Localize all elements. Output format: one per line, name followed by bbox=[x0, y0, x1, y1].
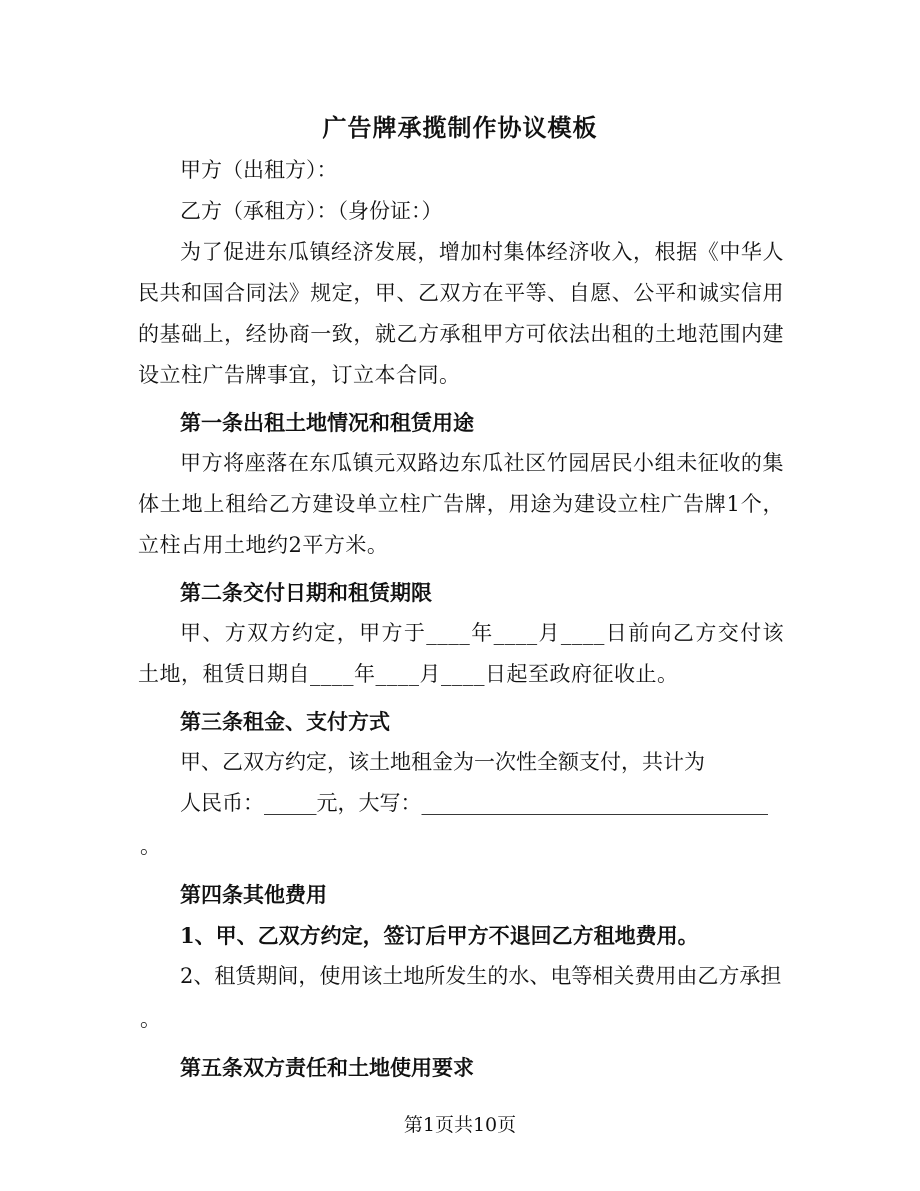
intro-paragraph: 为了促进东瓜镇经济发展，增加村集体经济收入，根据《中华人民共和国合同法》规定，甲、乙双方在平等、自愿、公平和诚实信用的基础上，经协商一致，就乙方承租甲方可依法出租的土地范围内建设立柱广告牌事宜，订立本合同。 bbox=[138, 240, 784, 387]
article-2-body: 甲、方双方约定，甲方于____年____月____日前向乙方交付该土地，租赁日期自____年____月____日起至政府征收止。 bbox=[138, 621, 784, 686]
article-1-heading: 第一条出租土地情况和租赁用途 bbox=[180, 410, 474, 435]
document-body bbox=[138, 150, 784, 1088]
article-3-heading: 第三条租金、支付方式 bbox=[180, 709, 390, 734]
article-2-heading: 第二条交付日期和租赁期限 bbox=[180, 580, 432, 605]
article-3-amount: 人民币：_____元，大写：_________________________________ bbox=[180, 791, 768, 815]
document-title: 广告牌承揽制作协议模板 bbox=[322, 113, 598, 142]
article-4-period: 。 bbox=[140, 1007, 161, 1031]
article-3-period: 。 bbox=[140, 834, 161, 858]
party-a-line: 甲方（出租方）： bbox=[180, 158, 338, 182]
page-number: 第1页共10页 bbox=[403, 1114, 517, 1136]
article-5-heading: 第五条双方责任和土地使用要求 bbox=[180, 1055, 474, 1080]
article-4-item-1: 1、甲、乙双方约定，签订后甲方不退回乙方租地费用。 bbox=[180, 923, 699, 948]
party-b-line: 乙方（承租方）：（身份证：） bbox=[180, 199, 443, 223]
article-4-item-2: 2、租赁期间，使用该土地所发生的水、电等相关费用由乙方承担 bbox=[180, 964, 782, 988]
article-1-body: 甲方将座落在东瓜镇元双路边东瓜社区竹园居民小组未征收的集体土地上租给乙方建设单立柱广告牌，用途为建设立柱广告牌1个，立柱占用土地约2平方米。 bbox=[138, 451, 784, 557]
article-3-body: 甲、乙双方约定，该土地租金为一次性全额支付，共计为 bbox=[180, 750, 705, 774]
article-4-heading: 第四条其他费用 bbox=[180, 882, 327, 907]
